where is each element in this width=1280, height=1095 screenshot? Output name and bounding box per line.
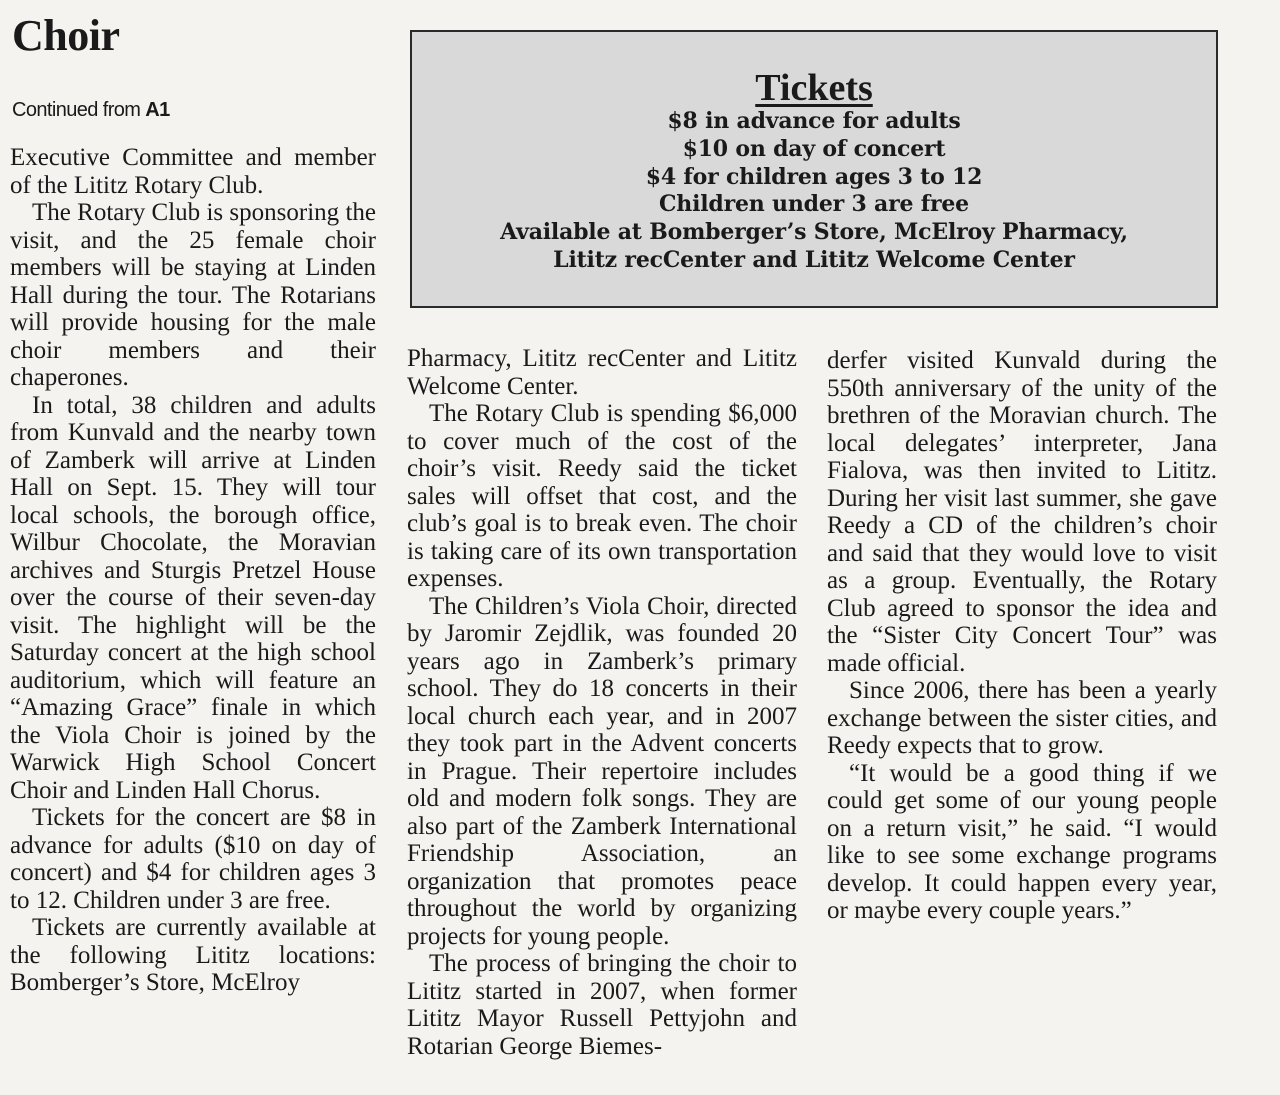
tickets-line-under-three: Children under 3 are free: [659, 191, 969, 218]
continued-page-ref: A1: [145, 99, 170, 121]
tickets-line-locations: Lititz recCenter and Lititz Welcome Center: [553, 246, 1075, 273]
continued-from-line: [12, 99, 170, 122]
column-3-paragraph: Since 2006, there has been a yearly exchange between the sister cities, and Reedy expects that to grow.: [827, 677, 1217, 759]
column-2-paragraph: Pharmacy, Lititz recCenter and Lititz Welcome Center.: [407, 345, 797, 400]
column-2-paragraph: The Children’s Viola Choir, directed by Jaromir Zejdlik, was founded 20 years ago in Zamberk’s primary school. They do 18 concerts in their local church each year, and in 2007 they took part in the Advent concerts in Prague. Their repertoire includes old and modern folk songs. They are also part of the Zamberk International Friendship Association, an organization that promotes peace throughout the world by organizing projects for young people.: [407, 592, 797, 950]
article-headline: Choir: [12, 11, 120, 60]
column-1-paragraph: Tickets are currently available at the following Lititz locations: Bomberger’s Store, McElroy: [10, 914, 376, 996]
article-column-2: [407, 345, 797, 1060]
column-1-paragraph: Executive Committee and member of the Lititz Rotary Club.: [10, 144, 376, 199]
tickets-info-box: [410, 30, 1218, 308]
column-1-paragraph: In total, 38 children and adults from Kunvald and the nearby town of Zamberk will arrive at Linden Hall on Sept. 15. They will tour local schools, the borough office, Wilbur Chocolate, the Moravian archives and Sturgis Pretzel House over the course of their seven-day visit. The highlight will be the Saturday concert at the high school auditorium, which will feature an “Amazing Grace” finale in which the Viola Choir is joined by the Warwick High School Concert Choir and Linden Hall Chorus.: [10, 391, 376, 804]
article-column-1: [10, 144, 376, 997]
column-2-paragraph: The process of bringing the choir to Lititz started in 2007, when former Lititz Mayor Russell Pettyjohn and Rotarian George Biemes-: [407, 950, 797, 1060]
tickets-box-title: Tickets: [755, 67, 873, 109]
column-1-paragraph: The Rotary Club is sponsoring the visit, and the 25 female choir members will be staying at Linden Hall during the tour. The Rotarians will provide housing for the male choir members and their chaperones.: [10, 199, 376, 391]
tickets-line-adult-advance: $8 in advance for adults: [667, 108, 961, 134]
column-3-paragraph: derfer visited Kunvald during the 550th anniversary of the unity of the brethren of the Moravian church. The local delegates’ interpreter, Jana Fialova, was then invited to Lititz. During her visit last summer, she gave Reedy a CD of the children’s choir and said that they would love to visit as a group. Eventually, the Rotary Club agreed to sponsor the idea and the “Sister City Concert Tour” was made official.: [827, 347, 1217, 677]
column-3-paragraph: “It would be a good thing if we could get some of our young people on a return visit,” he said. “I would like to see some exchange programs develop. It could happen every year, or maybe every couple years.”: [827, 759, 1217, 924]
tickets-line-children: $4 for children ages 3 to 12: [645, 163, 983, 190]
tickets-line-availability: Available at Bomberger’s Store, McElroy Pharmacy,: [500, 219, 1128, 246]
tickets-line-day-of: $10 on day of concert: [682, 135, 946, 162]
continued-prefix: Continued from: [12, 99, 146, 121]
column-2-paragraph: The Rotary Club is spending $6,000 to cover much of the cost of the choir’s visit. Reedy said the ticket sales will offset that cost, and the club’s goal is to break even. The choir is taking care of its own transportation expenses.: [407, 400, 797, 592]
column-1-paragraph: Tickets for the concert are $8 in advance for adults ($10 on day of concert) and $4 for children ages 3 to 12. Children under 3 are free.: [10, 804, 376, 914]
article-column-3: [827, 347, 1217, 925]
